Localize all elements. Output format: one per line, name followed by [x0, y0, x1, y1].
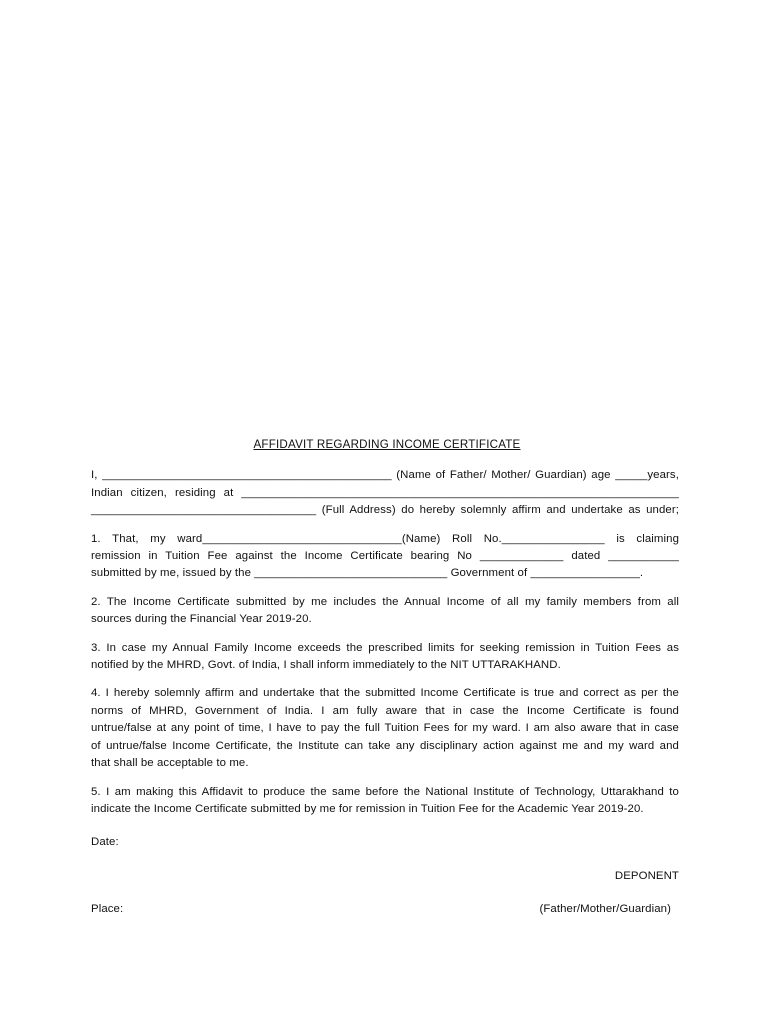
paragraph-5-line: indicate the Income Certificate submitted by me for remission in Tuition Fee for the Academic Year 2019-20. [91, 802, 644, 815]
paragraph-2 [91, 594, 679, 629]
paragraph-4-line: norms of MHRD, Government of India. I am fully aware that in case the Income Certificate is found [91, 704, 679, 717]
paragraph-3 [91, 640, 679, 675]
paragraph-5-line: 5. I am making this Affidavit to produce the same before the National Institute of Technology, Uttarakhand to [91, 785, 679, 798]
intro-line: I, _____________________________________________ (Name of Father/ Mother/ Guardian) age _____years, [91, 469, 679, 482]
paragraph-3-line: notified by the MHRD, Govt. of India, I shall inform immediately to the NIT UTTARAKHAND. [91, 659, 561, 672]
paragraph-4-line: of untrue/false Income Certificate, the Institute can take any disciplinary action against me and my ward and [91, 739, 679, 752]
paragraph-1-line: 1. That, my ward_______________________________(Name) Roll No.________________ is claiming [91, 532, 679, 545]
paragraph-2-line: 2. The Income Certificate submitted by me includes the Annual Income of all my family members from all [91, 595, 679, 608]
deponent-label: DEPONENT [614, 869, 679, 882]
affidavit-title: AFFIDAVIT REGARDING INCOME CERTIFICATE [253, 438, 521, 451]
intro-line: ___________________________________ (Full Address) do hereby solemnly affirm and undertake as under; [91, 504, 679, 517]
paragraph-4 [91, 685, 679, 772]
date-label: Date: [91, 836, 119, 849]
place-signature-row [91, 901, 679, 919]
paragraph-3-line: 3. In case my Annual Family Income exceeds the prescribed limits for seeking remission in Tuition Fees as [91, 641, 679, 654]
paragraph-2-line: sources during the Financial Year 2019-20. [91, 613, 312, 626]
intro-paragraph [91, 467, 679, 519]
paragraph-1 [91, 531, 679, 583]
paragraph-1-line: submitted by me, issued by the ______________________________ Government of _________________. [91, 567, 644, 580]
paragraph-1-line: remission in Tuition Fee against the Income Certificate bearing No _____________ dated ___________ [91, 550, 679, 563]
paragraph-4-line: that shall be acceptable to me. [91, 757, 249, 770]
affidavit-body [91, 436, 679, 919]
guardian-label: (Father/Mother/Guardian) [539, 903, 671, 916]
place-label: Place: [91, 903, 124, 916]
intro-line: Indian citizen, residing at ____________________________________________________________________ [91, 486, 679, 499]
paragraph-5 [91, 784, 679, 819]
paragraph-4-line: untrue/false at any point of time, I have to pay the full Tuition Fees for my ward. I am also aware that in case [91, 722, 679, 735]
paragraph-4-line: 4. I hereby solemnly affirm and undertake that the submitted Income Certificate is true and correct as per the [91, 687, 679, 700]
